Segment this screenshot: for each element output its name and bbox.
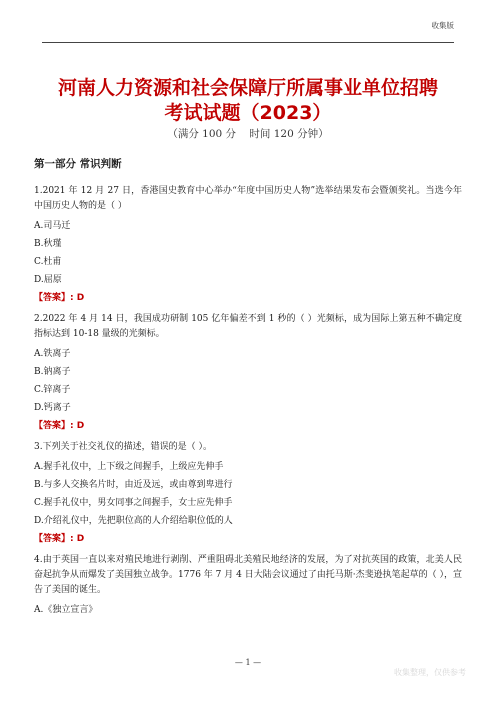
option-c: C.锌离子: [34, 385, 71, 395]
answer-label: 【答案】: D: [34, 293, 85, 303]
page-title: [0, 76, 496, 126]
option-b: B.钠离子: [34, 367, 71, 377]
question-stem: 1.2021 年 12 月 27 日，香港国史教育中心举办“年度中国历史人物”选举结果发布会暨颁奖礼。当选今年中国历史人物的是（ ）: [34, 186, 462, 211]
option-b: B.与多人交换名片时，由近及远，或由尊到卑进行: [34, 480, 233, 490]
option-a: A.铁离子: [34, 349, 71, 359]
question-stem: 4.由于英国一直以来对殖民地进行剥削、严重阻碍北美殖民地经济的发展，为了对抗英国的政策，北美人民奋起抗争从而爆发了美国独立战争。1776 年 7 月 4 日大陆会议通过了由托马斯·杰斐逊执笔起草的（ ），宣告了美国的诞生。: [34, 555, 462, 595]
question-stem: 2.2022 年 4 月 14 日，我国成功研制 105 亿年偏差不到 1 秒的（ ）光频标，成为国际上第五种不确定度指标达到 10-18 量级的光频标。: [34, 314, 462, 339]
title-line-1: 河南人力资源和社会保障厅所属事业单位招聘: [57, 77, 438, 99]
question-stem: 3.下列关于社交礼仪的描述，错误的是（ ）。: [34, 442, 212, 452]
option-c: C.握手礼仪中，男女同事之间握手，女士应先伸手: [34, 498, 233, 508]
page-number: — 1 —: [234, 658, 262, 667]
option-a: A.司马迁: [34, 221, 71, 231]
option-d: D.钙离子: [34, 403, 71, 413]
question-2: [34, 312, 462, 434]
question-list: [34, 157, 462, 621]
question-3: [34, 440, 462, 547]
option-c: C.杜甫: [34, 257, 62, 267]
watermark: 收集整理，仅供参考: [394, 668, 466, 677]
option-d: D.屈原: [34, 275, 62, 285]
option-a: A.握手礼仪中，上下级之间握手，上级应先伸手: [34, 462, 224, 472]
answer-label: 【答案】: D: [34, 421, 85, 431]
title-line-2: 考试试题（2023）: [164, 102, 332, 124]
option-a: A.《独立宣言》: [34, 605, 98, 615]
section-title: 第一部分 常识判断: [34, 158, 122, 170]
option-d: D.介绍礼仪中，先把职位高的人介绍给职位低的人: [34, 516, 233, 526]
exam-info: （满分 100 分 时间 120 分钟）: [167, 128, 329, 140]
option-b: B.秋瑾: [34, 239, 62, 249]
question-1: [34, 184, 462, 306]
question-4: [34, 553, 462, 617]
header-divider: [42, 42, 454, 43]
header-tag: 收集版: [431, 21, 454, 30]
answer-label: 【答案】: D: [34, 534, 85, 544]
